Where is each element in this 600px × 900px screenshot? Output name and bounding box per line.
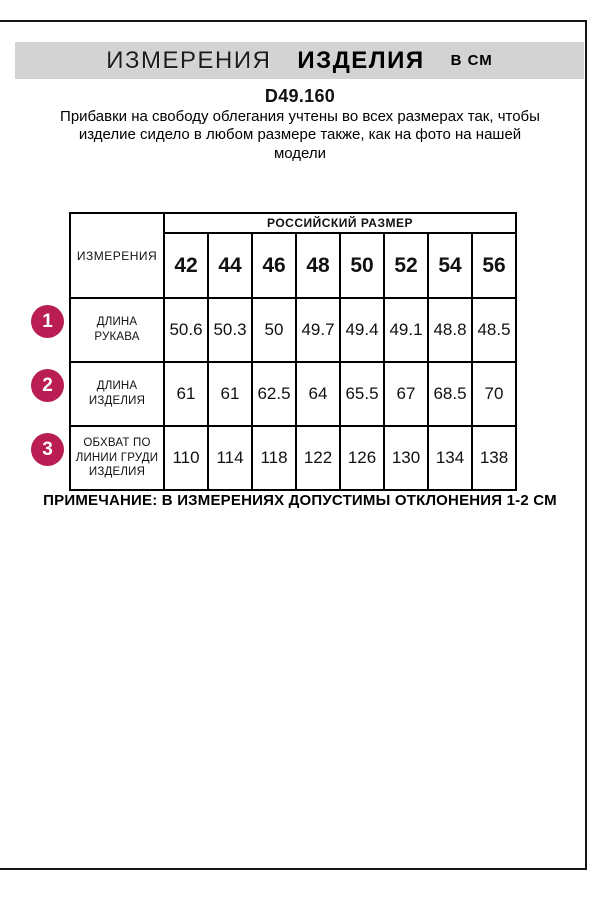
model-code: D49.160 xyxy=(264,86,336,106)
size-column-header: 52 xyxy=(384,233,428,298)
table-header-row-top xyxy=(70,213,516,233)
measurement-value-cell: 68.5 xyxy=(428,362,472,426)
title-word-product: ИЗДЕЛИЯ xyxy=(297,46,425,74)
measurements-column-header: ИЗМЕРЕНИЯ xyxy=(70,213,164,298)
note-text: ПРИМЕЧАНИЕ: В ИЗМЕРЕНИЯХ ДОПУСТИМЫ ОТКЛОНЕНИЯ 1-2 СМ xyxy=(43,492,557,509)
measurement-value-cell: 70 xyxy=(472,362,516,426)
measurement-value-cell: 110 xyxy=(164,426,208,490)
size-column-header: 44 xyxy=(208,233,252,298)
measurement-value-cell: 50.6 xyxy=(164,298,208,362)
row-number-badge: 3 xyxy=(31,433,64,466)
measurement-value-cell: 48.5 xyxy=(472,298,516,362)
row-number-badge: 2 xyxy=(31,369,64,402)
measurement-value-cell: 122 xyxy=(296,426,340,490)
measurement-value-cell: 61 xyxy=(208,362,252,426)
measurement-value-cell: 118 xyxy=(252,426,296,490)
size-column-header: 42 xyxy=(164,233,208,298)
measurement-row-label: ОБХВАТ ПО ЛИНИИ ГРУДИ ИЗДЕЛИЯ xyxy=(70,426,164,490)
measurement-value-cell: 65.5 xyxy=(340,362,384,426)
measurement-value-cell: 62.5 xyxy=(252,362,296,426)
measurement-value-cell: 49.4 xyxy=(340,298,384,362)
measurement-value-cell: 67 xyxy=(384,362,428,426)
measurement-value-cell: 126 xyxy=(340,426,384,490)
measurements-table xyxy=(69,212,517,491)
size-column-header: 54 xyxy=(428,233,472,298)
size-column-header: 46 xyxy=(252,233,296,298)
measurement-row-label: ДЛИНА ИЗДЕЛИЯ xyxy=(70,362,164,426)
title-units-label: В СМ xyxy=(450,52,493,69)
title-bar xyxy=(15,42,584,79)
measurement-value-cell: 134 xyxy=(428,426,472,490)
measurement-value-cell: 48.8 xyxy=(428,298,472,362)
size-column-header: 50 xyxy=(340,233,384,298)
measurement-value-cell: 138 xyxy=(472,426,516,490)
table-row xyxy=(70,298,516,362)
size-column-header: 48 xyxy=(296,233,340,298)
measurement-value-cell: 114 xyxy=(208,426,252,490)
size-column-header: 56 xyxy=(472,233,516,298)
table-row xyxy=(70,362,516,426)
title-word-measurements: ИЗМЕРЕНИЯ xyxy=(106,46,272,74)
measurement-row-label: ДЛИНА РУКАВА xyxy=(70,298,164,362)
measurement-value-cell: 49.1 xyxy=(384,298,428,362)
measurement-value-cell: 64 xyxy=(296,362,340,426)
description-text: Прибавки на свободу облегания учтены во всех размерах так, чтобы изделие сидело в любом размере также, как на фото на нашей модели xyxy=(60,108,540,162)
table-row xyxy=(70,426,516,490)
russian-size-header: РОССИЙСКИЙ РАЗМЕР xyxy=(164,213,516,233)
measurement-value-cell: 130 xyxy=(384,426,428,490)
measurement-value-cell: 61 xyxy=(164,362,208,426)
row-number-badge: 1 xyxy=(31,305,64,338)
measurement-value-cell: 49.7 xyxy=(296,298,340,362)
measurement-value-cell: 50.3 xyxy=(208,298,252,362)
measurement-value-cell: 50 xyxy=(252,298,296,362)
